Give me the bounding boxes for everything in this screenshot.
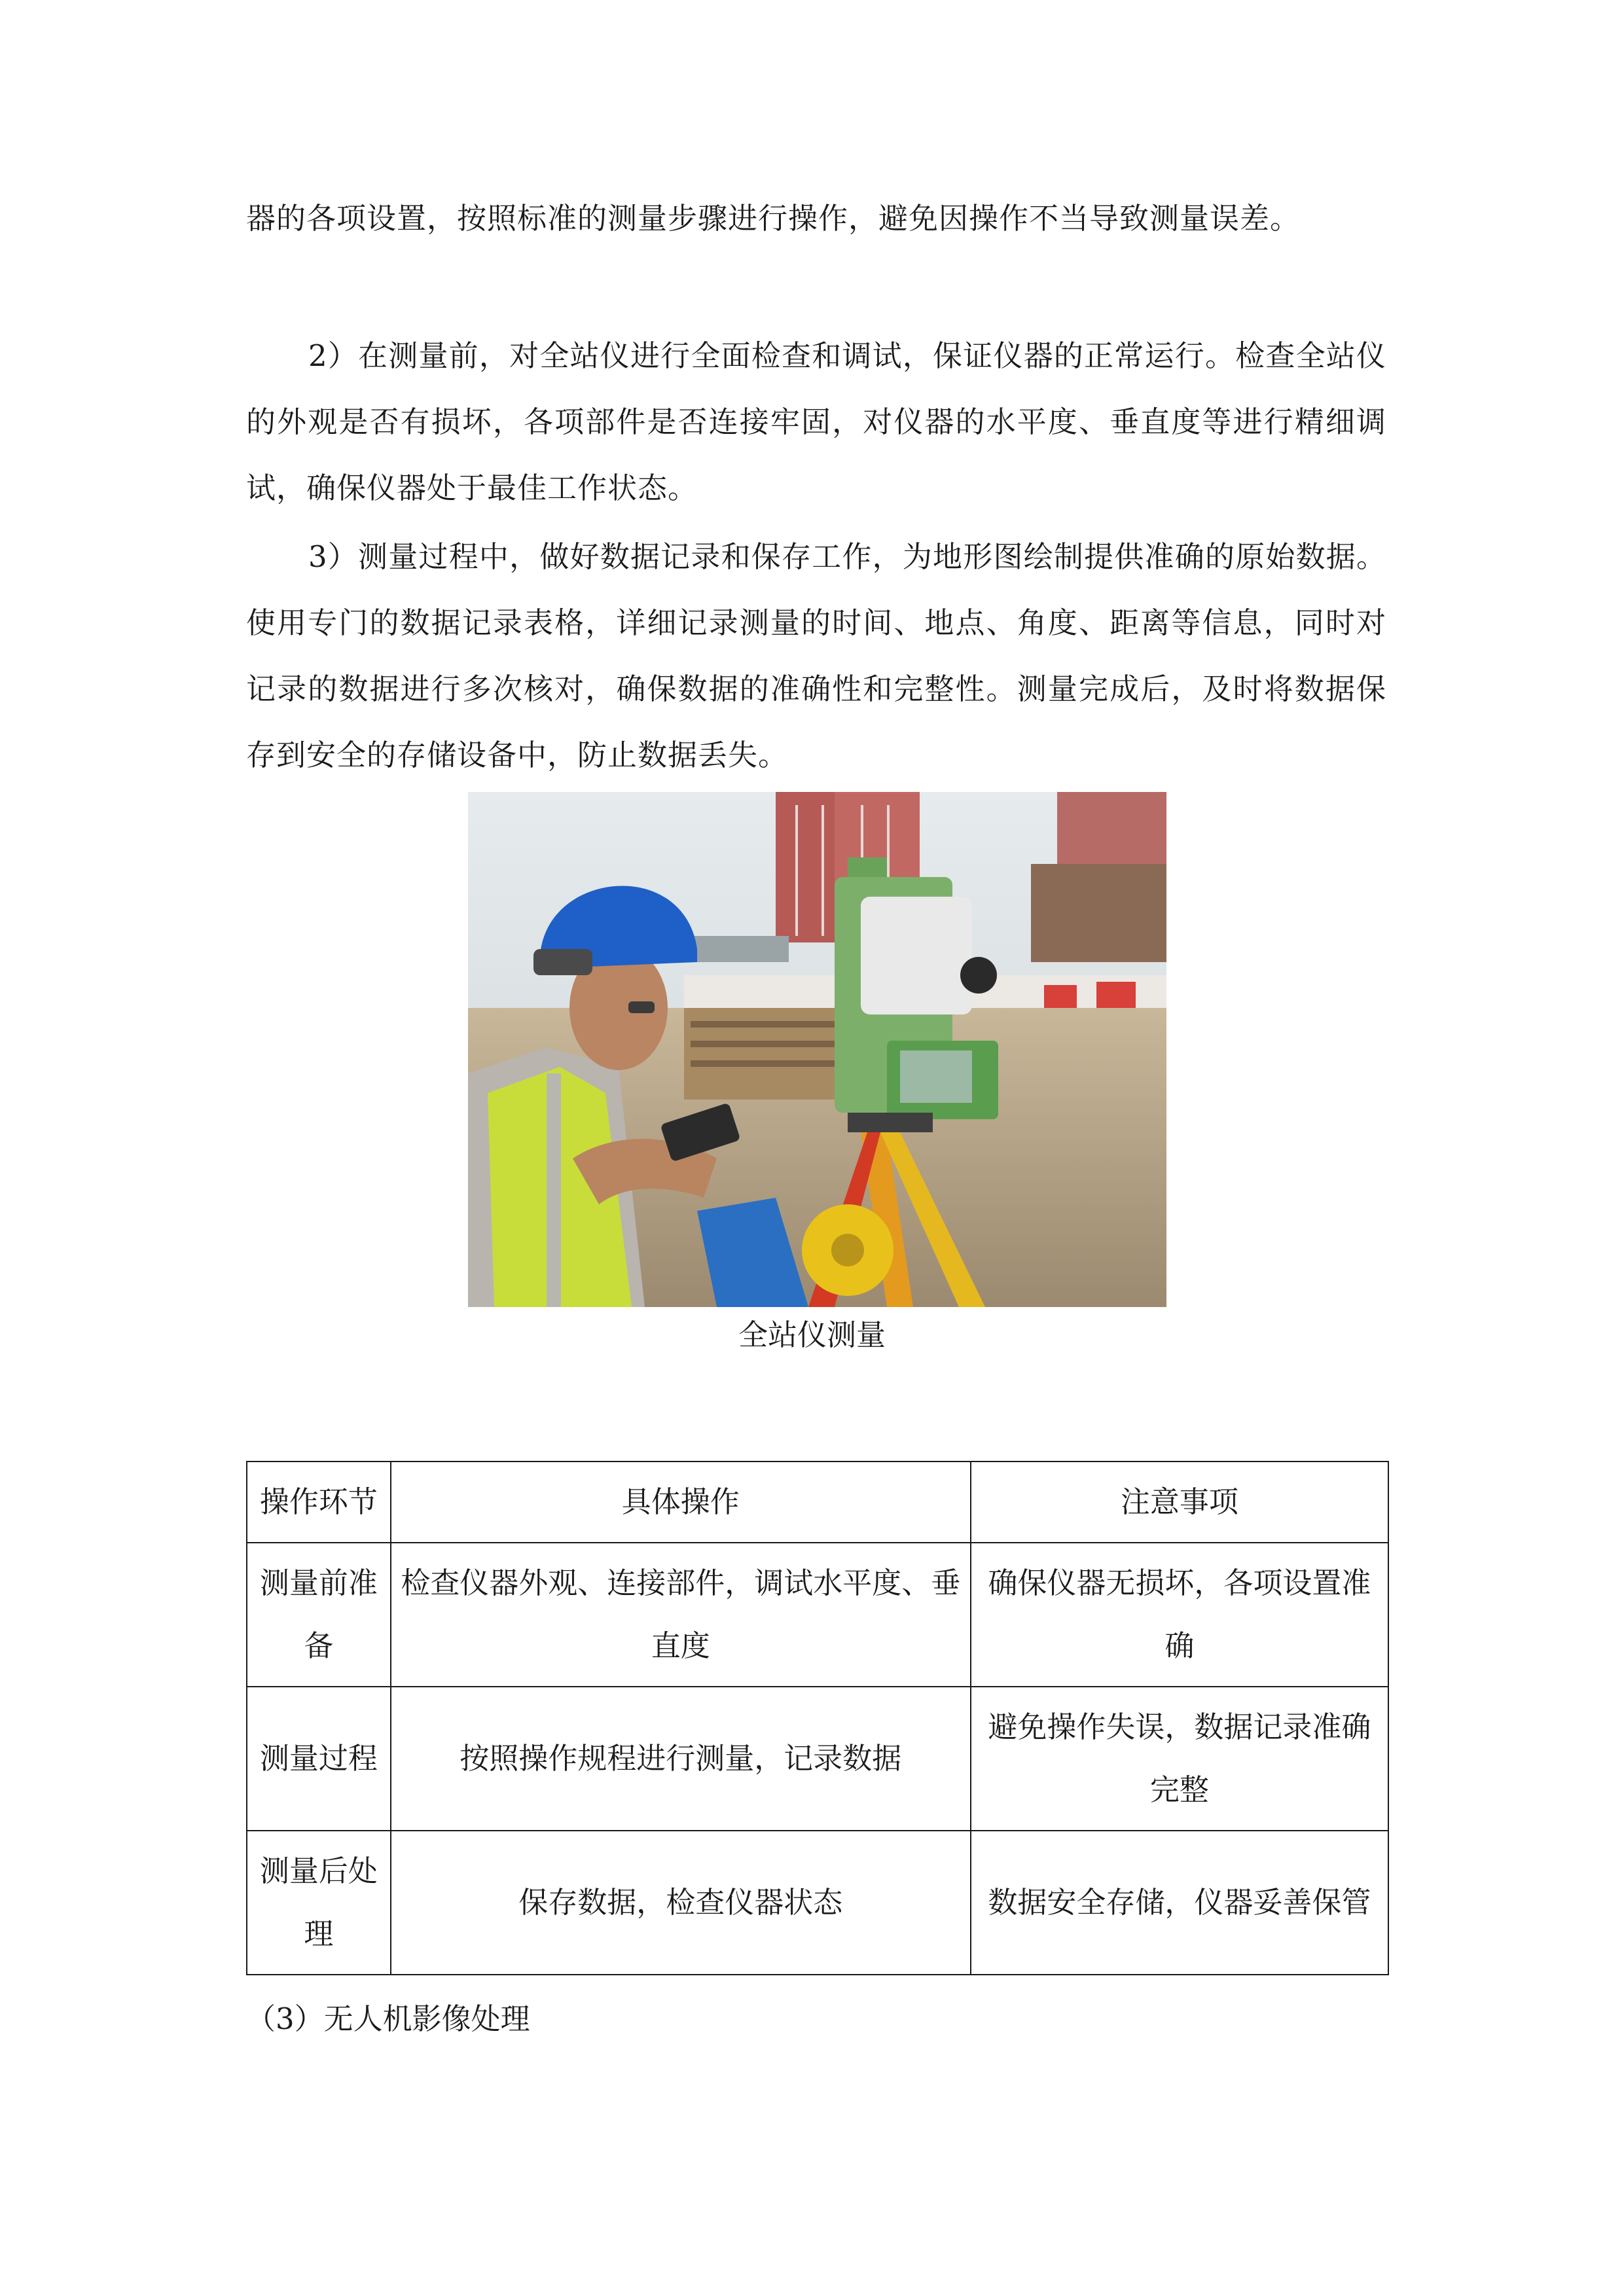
table-cell: 测量后处理 [247, 1831, 391, 1975]
body-paragraph-3: 3）测量过程中，做好数据记录和保存工作，为地形图绘制提供准确的原始数据。使用专门的数据记录表格，详细记录测量的时间、地点、角度、距离等信息，同时对记录的数据进行多次核对，确保数据的准确性和完整性。测量完成后，及时将数据保存到安全的存储设备中，防止数据丢失。 [246, 539, 1386, 772]
table-cell: 确保仪器无损坏，各项设置准确 [971, 1543, 1388, 1687]
table-cell: 保存数据，检查仪器状态 [391, 1831, 971, 1975]
total-station-survey-photo [468, 792, 1166, 1307]
table-cell: 避免操作失误，数据记录准确完整 [971, 1687, 1388, 1831]
table-cell: 检查仪器外观、连接部件，调试水平度、垂直度 [391, 1543, 971, 1687]
body-paragraph-2: 2）在测量前，对全站仪进行全面检查和调试，保证仪器的正常运行。检查全站仪的外观是否有损坏，各项部件是否连接牢固，对仪器的水平度、垂直度等进行精细调试，确保仪器处于最佳工作状态。 [246, 338, 1386, 505]
table-header-row [247, 1462, 1388, 1543]
table-row [247, 1543, 1388, 1687]
body-paragraph-1: 器的各项设置，按照标准的测量步骤进行操作，避免因操作不当导致测量误差。 [246, 201, 1301, 236]
operations-table [246, 1461, 1389, 1975]
header-cell: 操作环节 [247, 1462, 391, 1543]
table-cell: 按照操作规程进行测量，记录数据 [391, 1687, 971, 1831]
header-cell: 注意事项 [971, 1462, 1388, 1543]
table-cell: 测量过程 [247, 1687, 391, 1831]
section-subheading: （3）无人机影像处理 [246, 2001, 530, 2036]
header-cell: 具体操作 [391, 1462, 971, 1543]
table-row [247, 1831, 1388, 1975]
figure-caption: 全站仪测量 [738, 1318, 886, 1352]
table-cell: 测量前准备 [247, 1543, 391, 1687]
table-cell: 数据安全存储，仪器妥善保管 [971, 1831, 1388, 1975]
table-row [247, 1687, 1388, 1831]
